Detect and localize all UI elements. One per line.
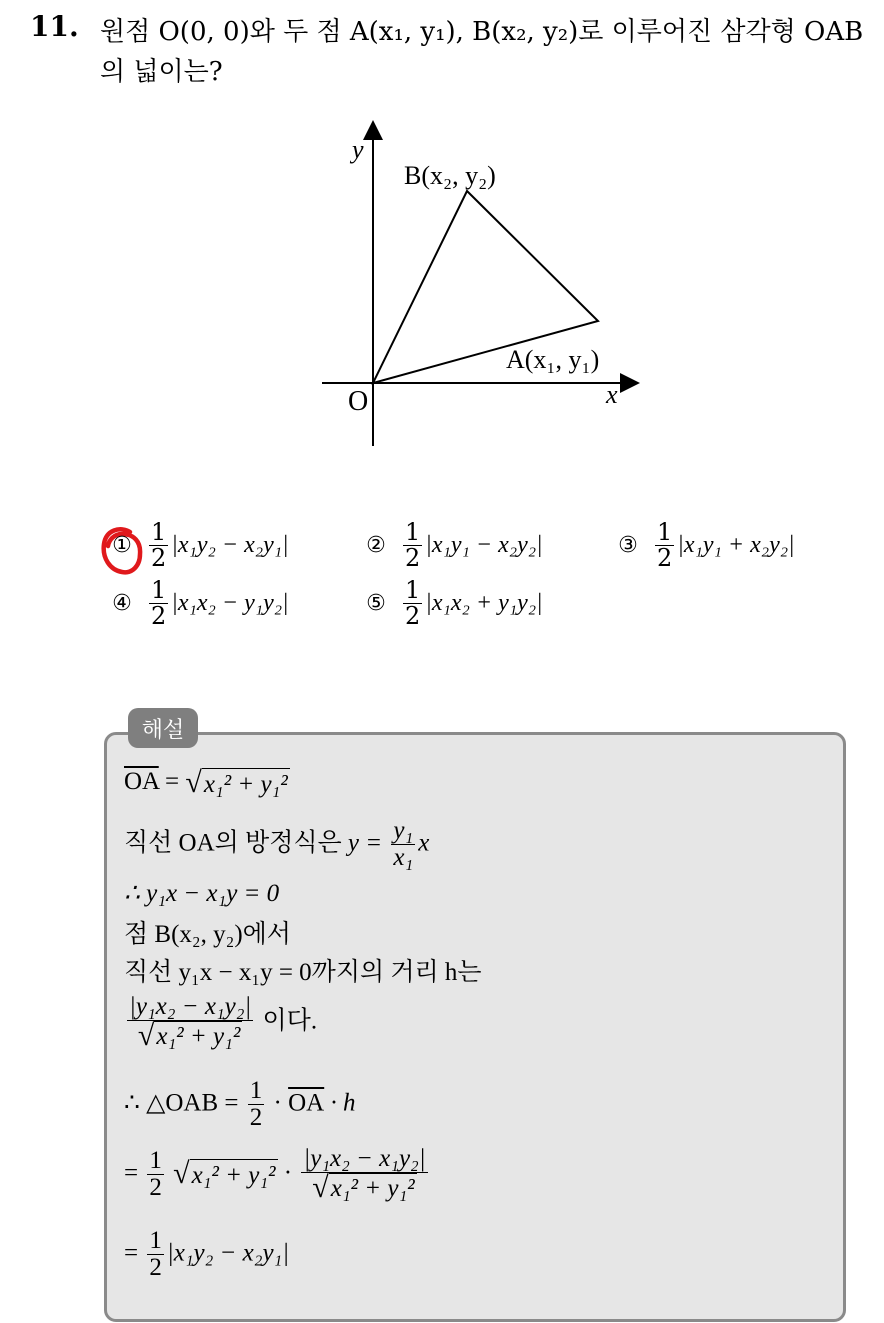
solution-line-2: 직선 OA의 방정식은 y = $\frac{\text{y₁}}{\text{x₁}}$ x [124,817,430,872]
choice-2-fraction: $\frac{1}{2}$ [405,518,421,573]
triangle-figure [300,110,660,460]
choice-2-number: ② [366,533,386,559]
solution-line-4: 점 B(x₂, y₂)에서 [124,921,291,948]
question-line-1: 원점 O(0, 0)와 두 점 A(x₁, y₁), B(x₂, y₂)로 이루어진 삼각형 OAB [100,17,864,47]
choice-4-expression: |x₁x₂ − y₁y₂| [171,590,289,617]
question-number: 11. [30,10,79,43]
choice-3-number: ③ [618,533,638,559]
point-b-label: B(x₂, y₂) [404,161,496,190]
choice-1-fraction: $\frac{1}{2}$ [151,518,167,573]
question-text [100,12,870,92]
choice-3-fraction: $\frac{1}{2}$ [657,518,673,573]
choice-4-number: ④ [112,591,132,617]
solution-line-6: |y₁x₂ − x₁y₂| √ x₁² + y₁² 이다. [129,993,318,1053]
solution-line-3: ∴ y₁x − x₁y = 0 [124,880,280,907]
choice-5-number: ⑤ [366,591,386,617]
choice-1-expression: |x₁y₂ − x₂y₁| [171,532,289,559]
choice-1[interactable] [108,520,289,571]
choice-5-expression: |x₁x₂ + y₁y₂| [425,590,543,617]
choice-2[interactable] [362,520,543,571]
choice-1-number: ① [112,533,132,559]
solution-line-7: ∴ △OAB = $\frac{1}{2}$ · $\overline{OA} \cdot h$ [124,1077,356,1132]
choice-5[interactable] [362,578,543,629]
point-a-label: A(x₁, y₁) [506,345,600,374]
solution-tag: 해설 [128,708,198,748]
choice-2-expression: |x₁y₁ − x₂y₂| [425,532,543,559]
x-axis-label: x [606,380,618,409]
choice-4-fraction: $\frac{1}{2}$ [151,576,167,631]
origin-label: O [348,386,369,417]
choice-3[interactable] [614,520,795,571]
sqrt-oa: √ x₁² + y₁² [185,766,288,799]
choice-4[interactable] [108,578,289,629]
question-line-2: 의 넓이는? [100,57,223,87]
choice-5-fraction: $\frac{1}{2}$ [405,576,421,631]
solution-line-5: 직선 y₁x − x₁y = 0까지의 거리 h는 [124,959,482,986]
solution-line-1: $\overline{OA}$ = √ x₁² + y₁² [124,766,288,799]
y-axis-label: y [352,135,364,164]
solution-line-9: = $\frac{1}{2}$ |x₁y₂ − x₂y₁| [124,1227,290,1282]
choice-3-expression: |x₁y₁ + x₂y₂| [677,532,795,559]
solution-line-8: = $\frac{1}{2}$ √ x₁² + y₁² · |y₁x₂ − x₁y₂| √ x₁² + y₁² [124,1145,426,1205]
